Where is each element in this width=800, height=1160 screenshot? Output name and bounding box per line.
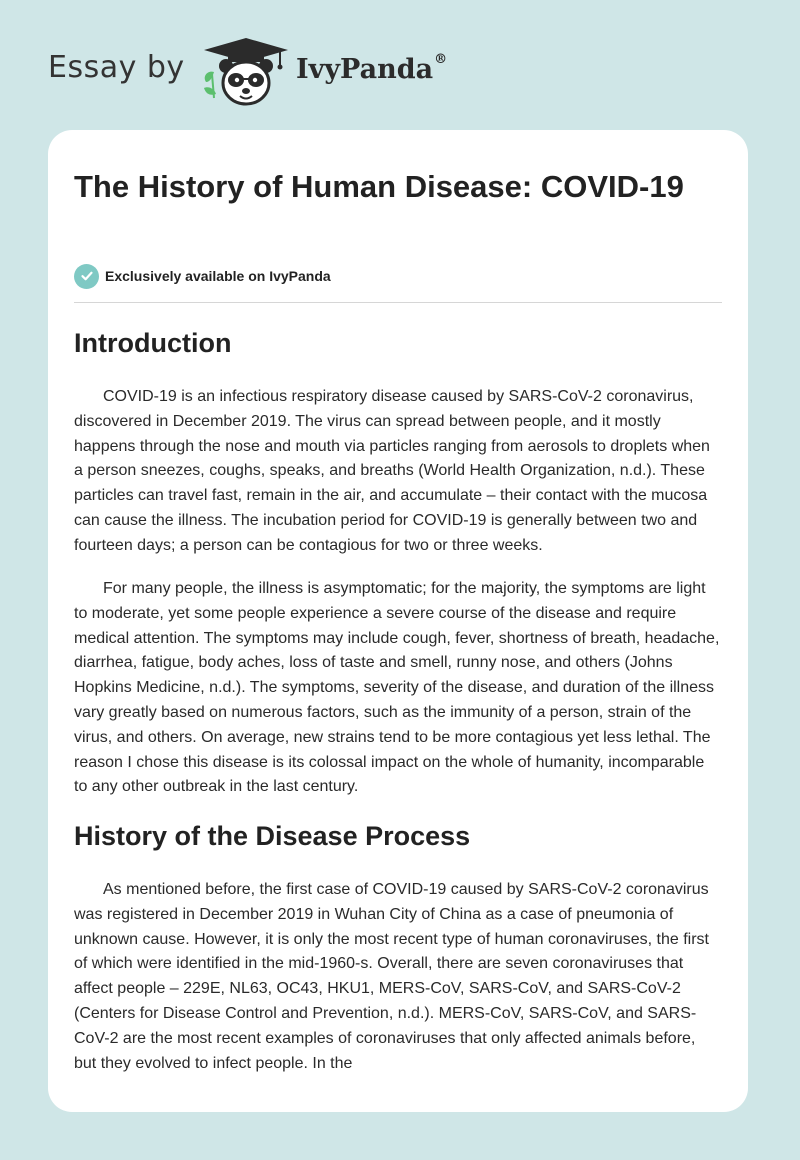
paragraph: For many people, the illness is asymptomatic; for the majority, the symptoms are light to moderate, yet some people experience a severe course of the disease and require medical attention. The symptoms may include cough, fever, shortness of breath, headache, diarrhea, fatigue, body aches, loss of taste and smell, runny nose, and others (Johns Hopkins Medicine, n.d.). The symptoms, severity of the disease, and duration of the illness vary greatly based on numerous factors, such as the immunity of a person, strain of the virus, and others. On average, new strains tend to be more contagious yet less lethal. The reason I chose this disease is its colossal impact on the whole of humanity, incomparable to any other outbreak in the last century. [74,580,720,796]
site-header [0,0,800,130]
section-heading-introduction: Introduction [74,328,232,358]
exclusive-badge [74,263,331,289]
brand-name[interactable] [296,54,447,85]
registered-mark: ® [434,52,448,67]
checkmark-icon [74,264,99,289]
brand-text: IvyPanda [296,54,434,85]
paragraph: COVID-19 is an infectious respiratory disease caused by SARS-CoV-2 coronavirus, discovered in December 2019. The virus can spread between people, and it mostly happens through the nose and mouth via particles ranging from aerosols to droplets when a person sneezes, coughs, speaks, and breaths (World Health Organization, n.d.). These particles can travel fast, remain in the air, and accumulate – their contact with the mucosa can cause the illness. The incubation period for COVID-19 is generally between two and fourteen days; a person can be contagious for two or three weeks. [74,388,710,554]
paragraph: As mentioned before, the first case of COVID-19 caused by SARS-CoV-2 coronavirus was registered in December 2019 in Wuhan City of China as a case of pneumonia of unknown cause. However, it is only the most recent type of human coronaviruses, the first of which were identified in the mid-1960-s. Overall, there are seven coronaviruses that affect people – 229E, NL63, OC43, HKU1, MERS-CoV, SARS-CoV, and SARS-CoV-2 (Centers for Disease Control and Prevention, n.d.). MERS-CoV, SARS-CoV, and SARS-CoV-2 are the most recent examples of coronaviruses that only affected animals before, but they evolved to infect people. In the [74,881,709,1072]
article-card [48,130,748,1112]
page-title: The History of Human Disease: COVID-19 [74,169,684,204]
panda-logo-icon[interactable] [200,36,292,108]
essay-by-label: Essay by [48,50,185,85]
section-heading-history: History of the Disease Process [74,821,471,851]
divider [74,302,722,303]
badge-label: Exclusively available on IvyPanda [105,268,331,284]
